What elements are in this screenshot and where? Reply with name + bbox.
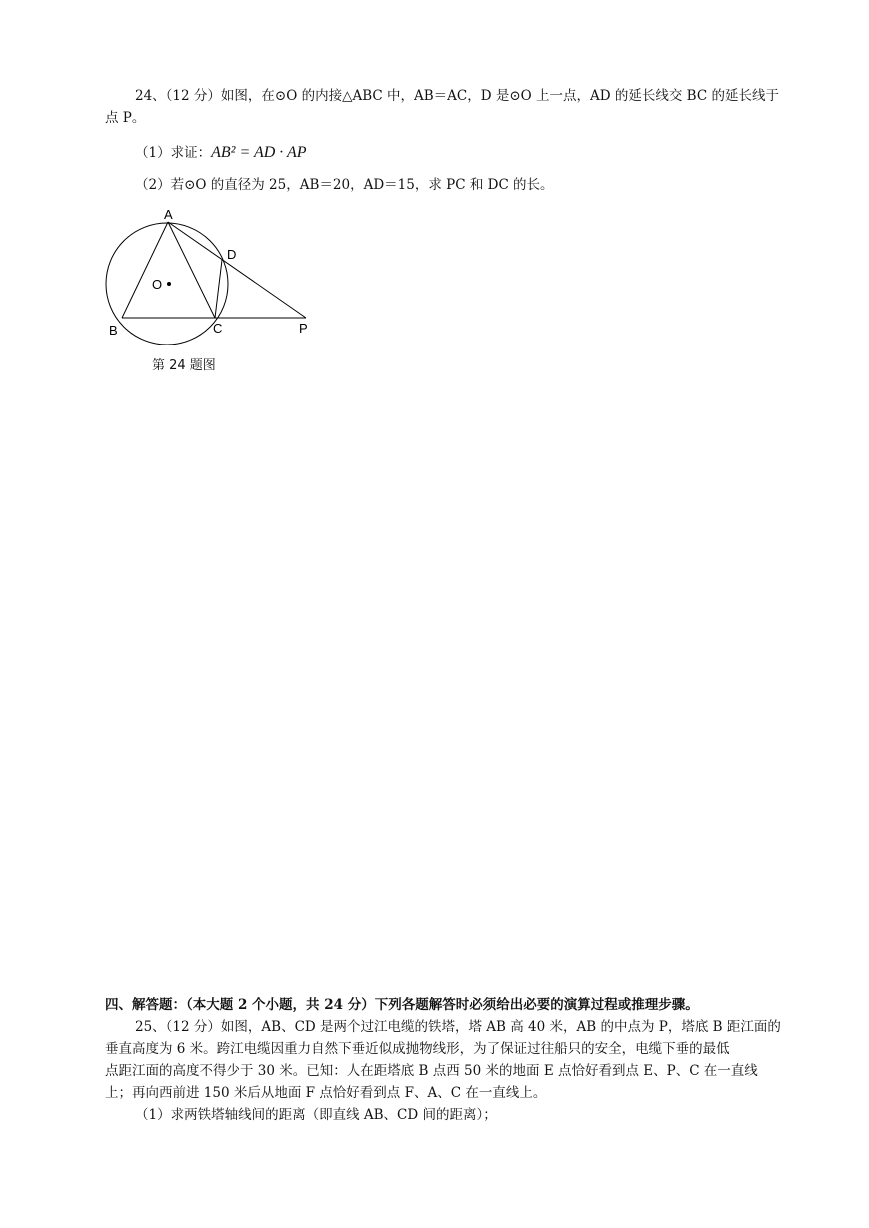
label-d: D (227, 247, 237, 262)
q25-text-line2: 垂直高度为 6 米。跨江电缆因重力自然下垂近似成抛物线形，为了保证过往船只的安全，电缆下垂的最低 (105, 1041, 730, 1057)
label-o: O (152, 277, 163, 292)
q24-text-line1: 24、（12 分）如图，在⊙O 的内接△ABC 中，AB＝AC，D 是⊙O 上一点，AD 的延长线交 BC 的延长线于 (135, 88, 779, 104)
segment-dc (215, 260, 222, 318)
q24-text-line2: 点 P。 (105, 110, 146, 126)
q25-part1: （1）求两铁塔轴线间的距离（即直线 AB、CD 间的距离）； (135, 1107, 497, 1123)
q24-part1 (135, 143, 307, 163)
label-c: C (213, 321, 223, 336)
q24-figure-caption: 第 24 题图 (152, 358, 216, 373)
q25-text-line4: 上；再向西前进 150 米后从地面 F 点恰好看到点 F、A、C 在一直线上。 (105, 1085, 547, 1101)
center-o-dot (167, 282, 171, 286)
label-p: P (299, 321, 308, 336)
segment-ap (168, 222, 306, 318)
segment-ac (168, 222, 215, 318)
q24-part1-formula: AB² = AD · AP (211, 144, 307, 161)
q25-text-line3: 点距江面的高度不得少于 30 米。已知：人在距塔底 B 点西 50 米的地面 E 点恰好看到点 E、P、C 在一直线 (105, 1063, 758, 1079)
label-b: B (109, 323, 118, 338)
q25-text-line1: 25、（12 分）如图，AB、CD 是两个过江电缆的铁塔，塔 AB 高 40 米，AB 的中点为 P，塔底 B 距江面的 (135, 1019, 781, 1035)
q24-figure (100, 200, 320, 345)
q24-part2: （2）若⊙O 的直径为 25，AB＝20，AD＝15，求 PC 和 DC 的长。 (135, 177, 554, 193)
q24-part1-prefix: （1）求证： (135, 145, 212, 161)
section4-heading: 四、解答题：（本大题 2 个小题，共 24 分）下列各题解答时必须给出必要的演算过程或推理步骤。 (105, 997, 699, 1013)
label-a: A (164, 207, 173, 222)
